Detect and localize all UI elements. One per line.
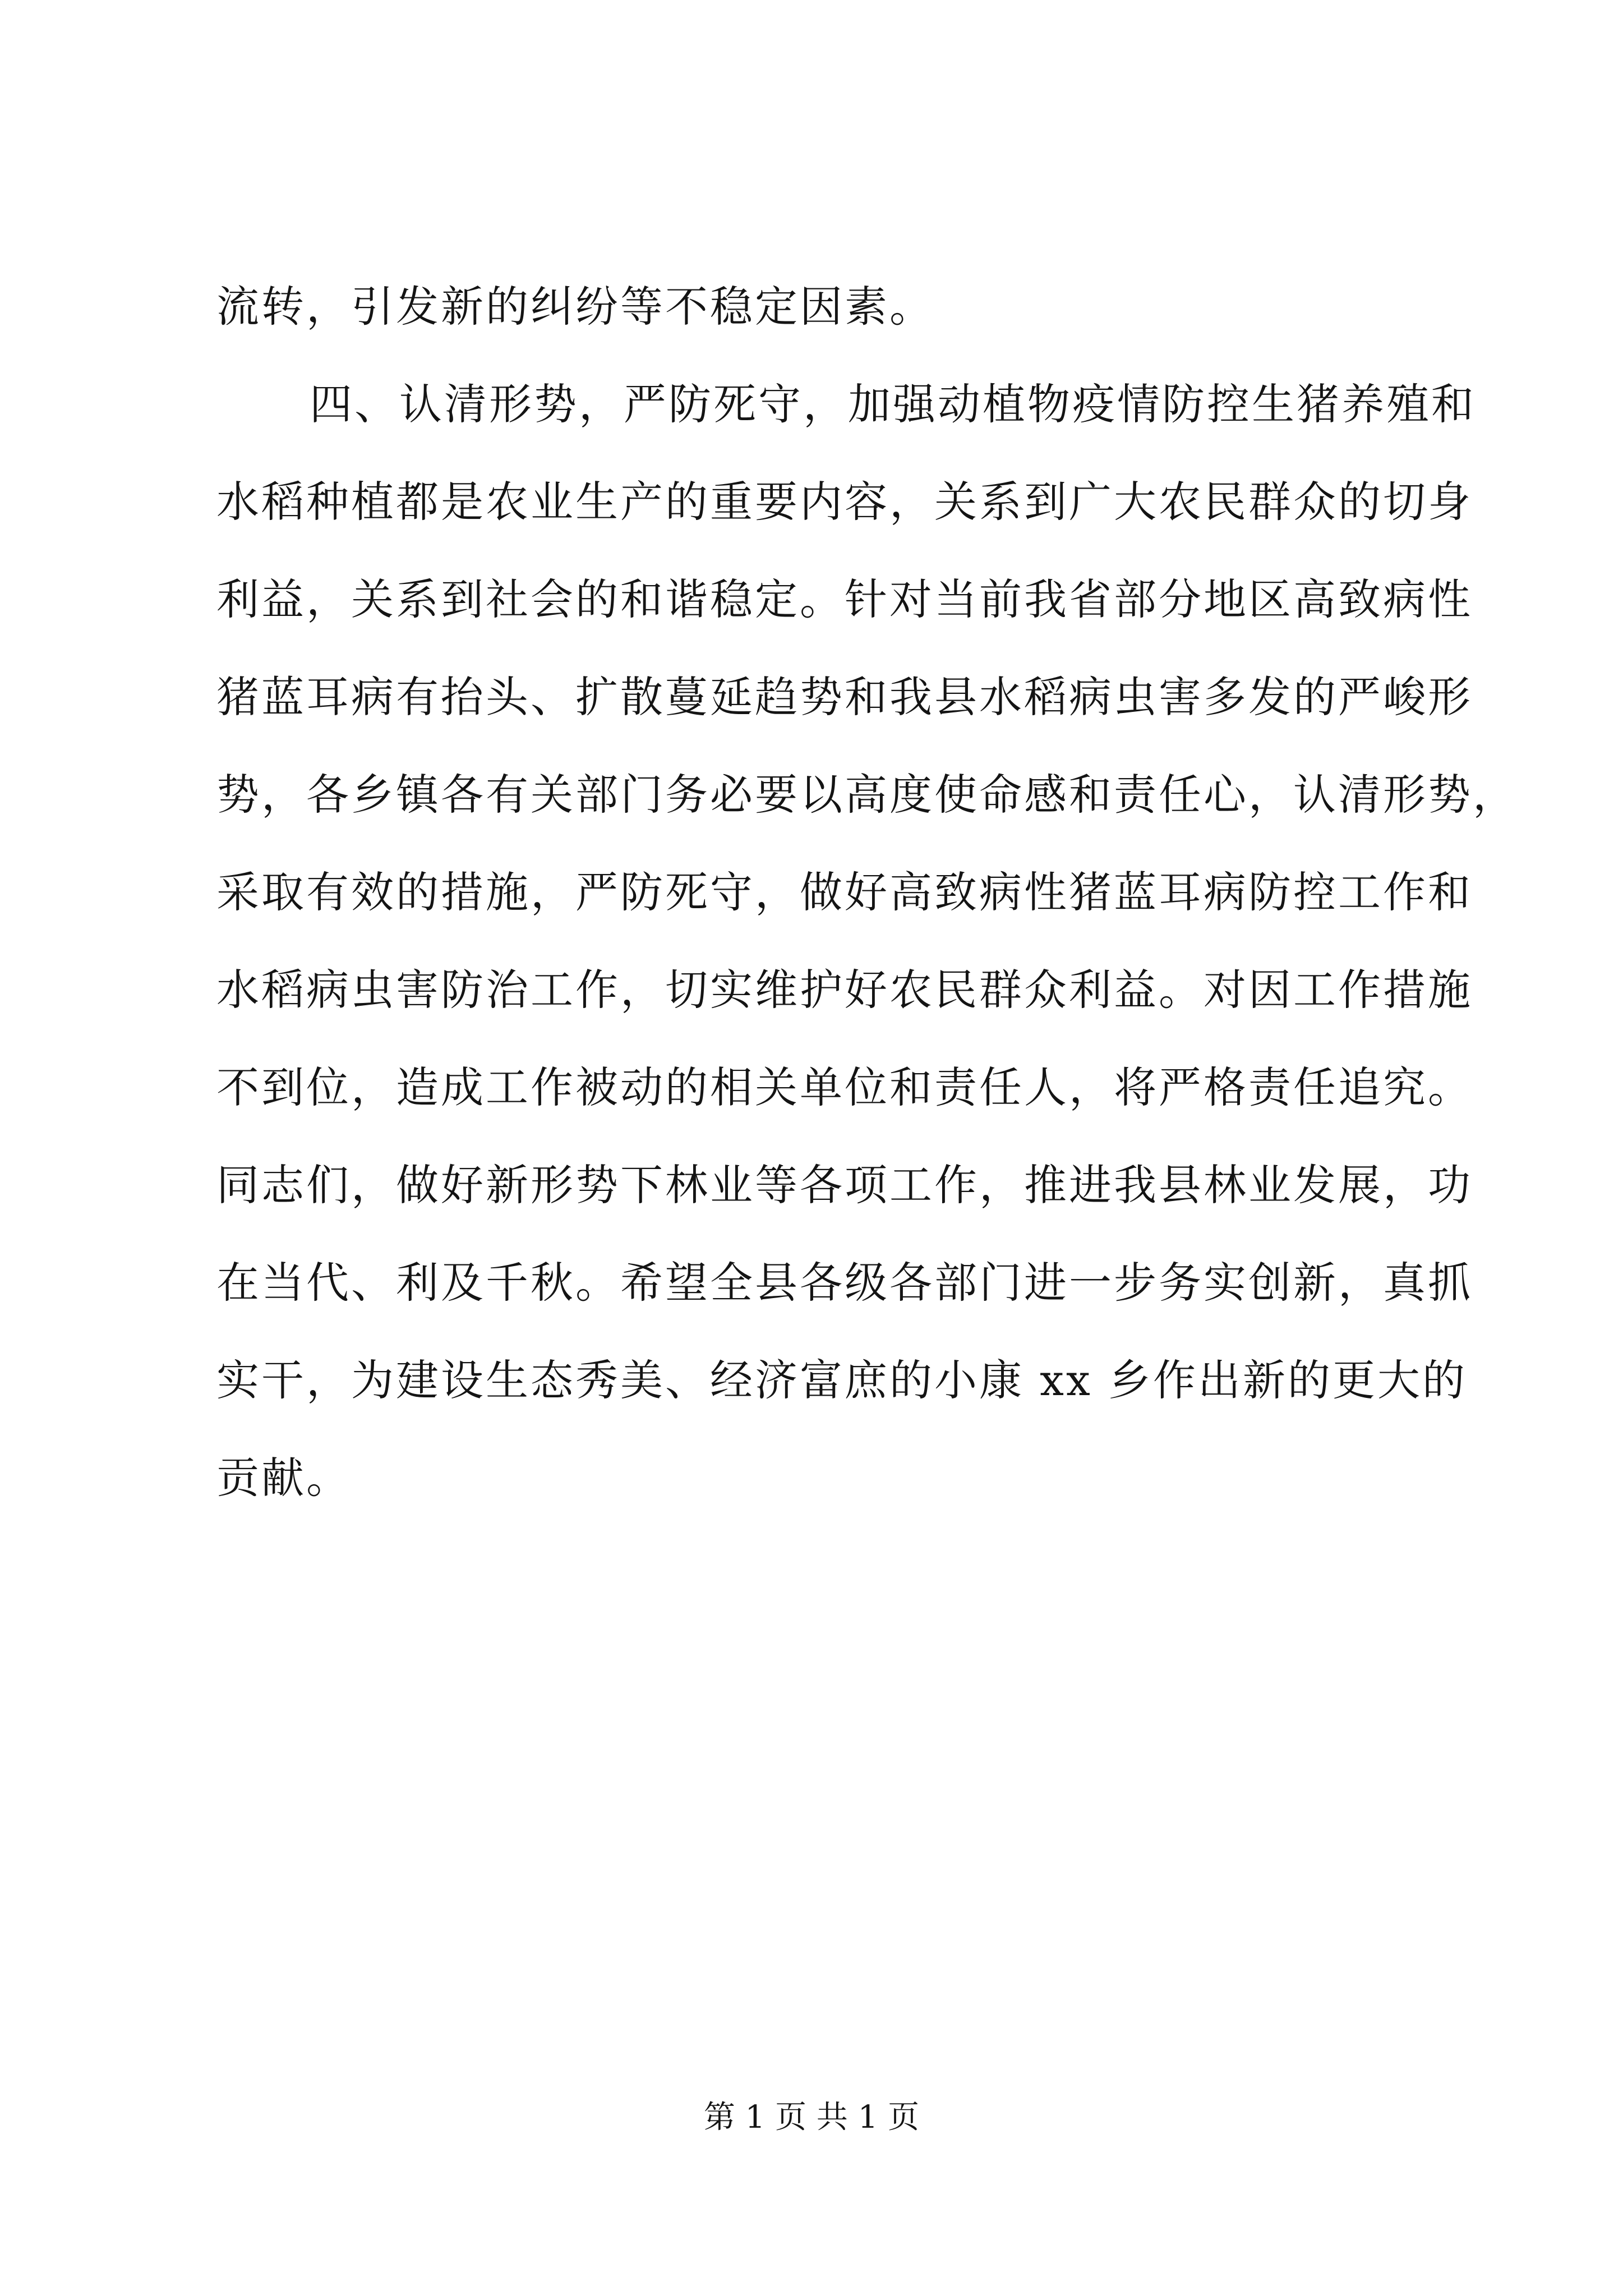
text-line-9: 不到位，造成工作被动的相关单位和责任人，将严格责任追究。 [216, 1062, 1473, 1112]
document-body [216, 258, 1518, 1527]
text-line-12: 实干，为建设生态秀美、经济富庶的小康 xx 乡作出新的更大的 [216, 1355, 1468, 1405]
text-line-11: 在当代、利及千秋。希望全县各级各部门进一步务实创新，真抓 [216, 1258, 1473, 1308]
text-line-2: 四、认清形势，严防死守，加强动植物疫情防控生猪养殖和 [310, 379, 1476, 429]
text-line-5: 猪蓝耳病有抬头、扩散蔓延趋势和我县水稻病虫害多发的严峻形 [216, 672, 1473, 722]
text-line-6: 势，各乡镇各有关部门务必要以高度使命感和责任心，认清形势， [216, 770, 1518, 820]
text-line-10: 同志们，做好新形势下林业等各项工作，推进我县林业发展，功 [216, 1160, 1473, 1210]
text-line-13: 贡献。 [216, 1453, 351, 1503]
text-line-4: 利益，关系到社会的和谐稳定。针对当前我省部分地区高致病性 [216, 574, 1473, 624]
text-line-7: 采取有效的措施，严防死守，做好高致病性猪蓝耳病防控工作和 [216, 867, 1473, 917]
page-number-footer: 第 1 页 共 1 页 [703, 2099, 920, 2136]
text-line-3: 水稻种植都是农业生产的重要内容，关系到广大农民群众的切身 [216, 477, 1473, 527]
text-line-8: 水稻病虫害防治工作，切实维护好农民群众利益。对因工作措施 [216, 965, 1473, 1015]
text-line-1: 流转，引发新的纠纷等不稳定因素。 [216, 282, 934, 332]
